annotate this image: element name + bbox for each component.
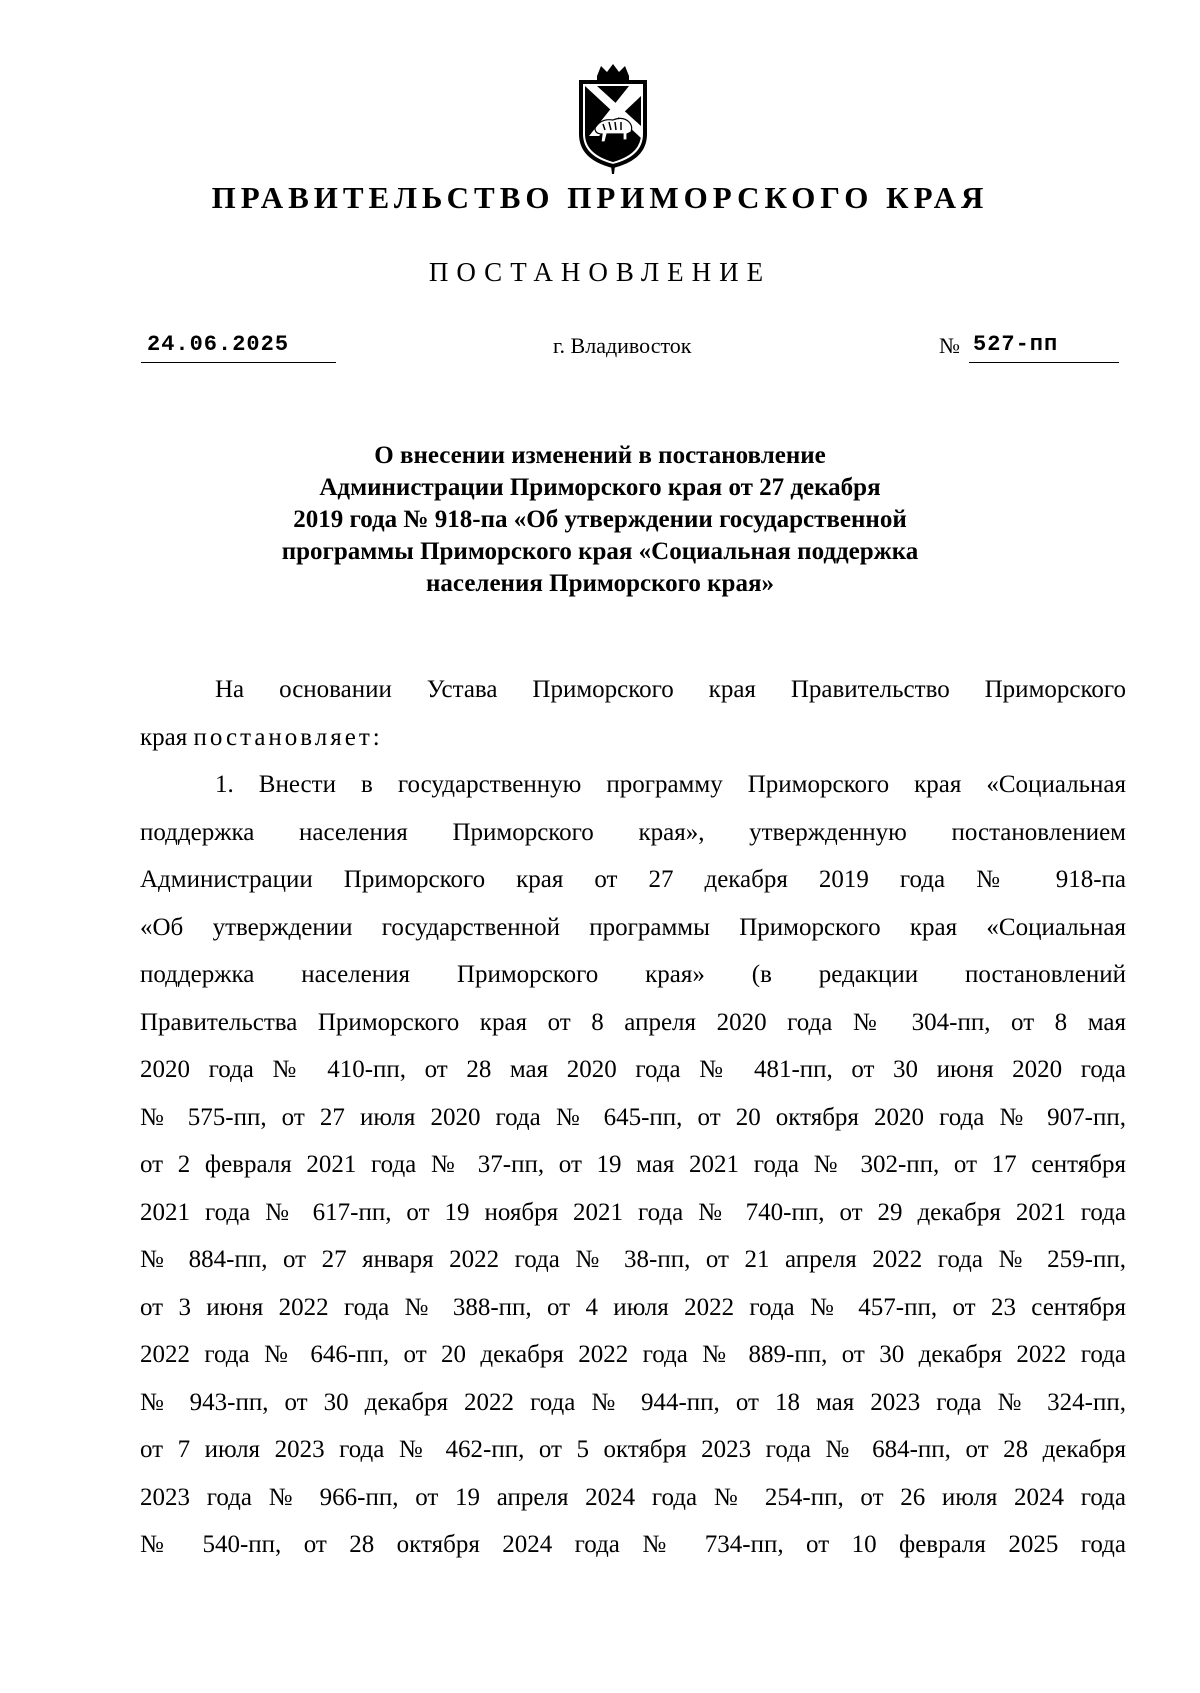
coat-of-arms-emblem	[575, 62, 651, 176]
body-line: № 884-пп, от 27 января 2022 года № 38-пп, от 21 апреля 2022 года № 259-пп,	[140, 1246, 1126, 1273]
document-number-field	[939, 332, 1119, 362]
body-line: 2022 года № 646-пп, от 20 декабря 2022 года № 889-пп, от 30 декабря 2022 года	[140, 1341, 1126, 1368]
subject-line: программы Приморского края «Социальная поддержка	[281, 538, 919, 565]
body-line: № 943-пп, от 30 декабря 2022 года № 944-пп, от 18 мая 2023 года № 324-пп,	[140, 1388, 1126, 1416]
document-date: 24.06.2025	[147, 332, 290, 357]
resolution-keyword: постановляет:	[193, 723, 383, 751]
body-line: 2020 года № 410-пп, от 28 мая 2020 года № 481-пп, от 30 июня 2020 года	[140, 1056, 1126, 1083]
body-line: 1. Внести в государственную программу Приморского края «Социальная	[215, 771, 1126, 798]
body-line: от 3 июня 2022 года № 388-пп, от 4 июля 2022 года № 457-пп, от 23 сентября	[140, 1293, 1126, 1321]
document-date-field	[141, 332, 336, 363]
body-text: края	[140, 723, 194, 751]
body-line: Администрации Приморского края от 27 декабря 2019 года № 918-па	[140, 866, 1126, 893]
body-line: 2021 года № 617-пп, от 19 ноября 2021 года № 740-пп, от 29 декабря 2021 года	[140, 1198, 1126, 1226]
body-line: Правительства Приморского края от 8 апреля 2020 года № 304-пп, от 8 мая	[140, 1008, 1126, 1036]
subject-line: Администрации Приморского края от 27 декабря	[319, 474, 881, 501]
body-line: «Об утверждении государственной программы Приморского края «Социальная	[140, 913, 1126, 941]
number-sign: №	[939, 333, 960, 358]
body-line: 2023 года № 966-пп, от 19 апреля 2024 года № 254-пп, от 26 июля 2024 года	[140, 1483, 1126, 1511]
document-number-line	[969, 332, 1119, 363]
body-line: поддержка населения Приморского края» (в редакции постановлений	[140, 961, 1126, 988]
document-number: 527-пп	[973, 332, 1059, 357]
subject-line: О внесении изменений в постановление	[374, 442, 826, 469]
body-line: № 575-пп, от 27 июля 2020 года № 645-пп, от 20 октября 2020 года № 907-пп,	[140, 1103, 1126, 1131]
document-body	[140, 666, 1126, 1569]
subject-line: населения Приморского края»	[426, 570, 774, 597]
body-line	[140, 714, 1126, 762]
body-line: от 2 февраля 2021 года № 37-пп, от 19 мая 2021 года № 302-пп, от 17 сентября	[140, 1151, 1126, 1178]
body-line: от 7 июля 2023 года № 462-пп, от 5 октября 2023 года № 684-пп, от 28 декабря	[140, 1436, 1126, 1463]
body-line: № 540-пп, от 28 октября 2024 года № 734-пп, от 10 февраля 2025 года	[140, 1531, 1126, 1558]
document-city: г. Владивосток	[553, 333, 692, 358]
subject-line: 2019 года № 918-па «Об утверждении государственной	[293, 506, 907, 533]
document-type: ПОСТАНОВЛЕНИЕ	[428, 257, 772, 287]
body-line: На основании Устава Приморского края Правительство Приморского	[215, 676, 1126, 703]
government-title: ПРАВИТЕЛЬСТВО ПРИМОРСКОГО КРАЯ	[211, 180, 989, 215]
body-line: поддержка населения Приморского края», утвержденную постановлением	[140, 818, 1126, 846]
document-subject	[0, 440, 1200, 600]
